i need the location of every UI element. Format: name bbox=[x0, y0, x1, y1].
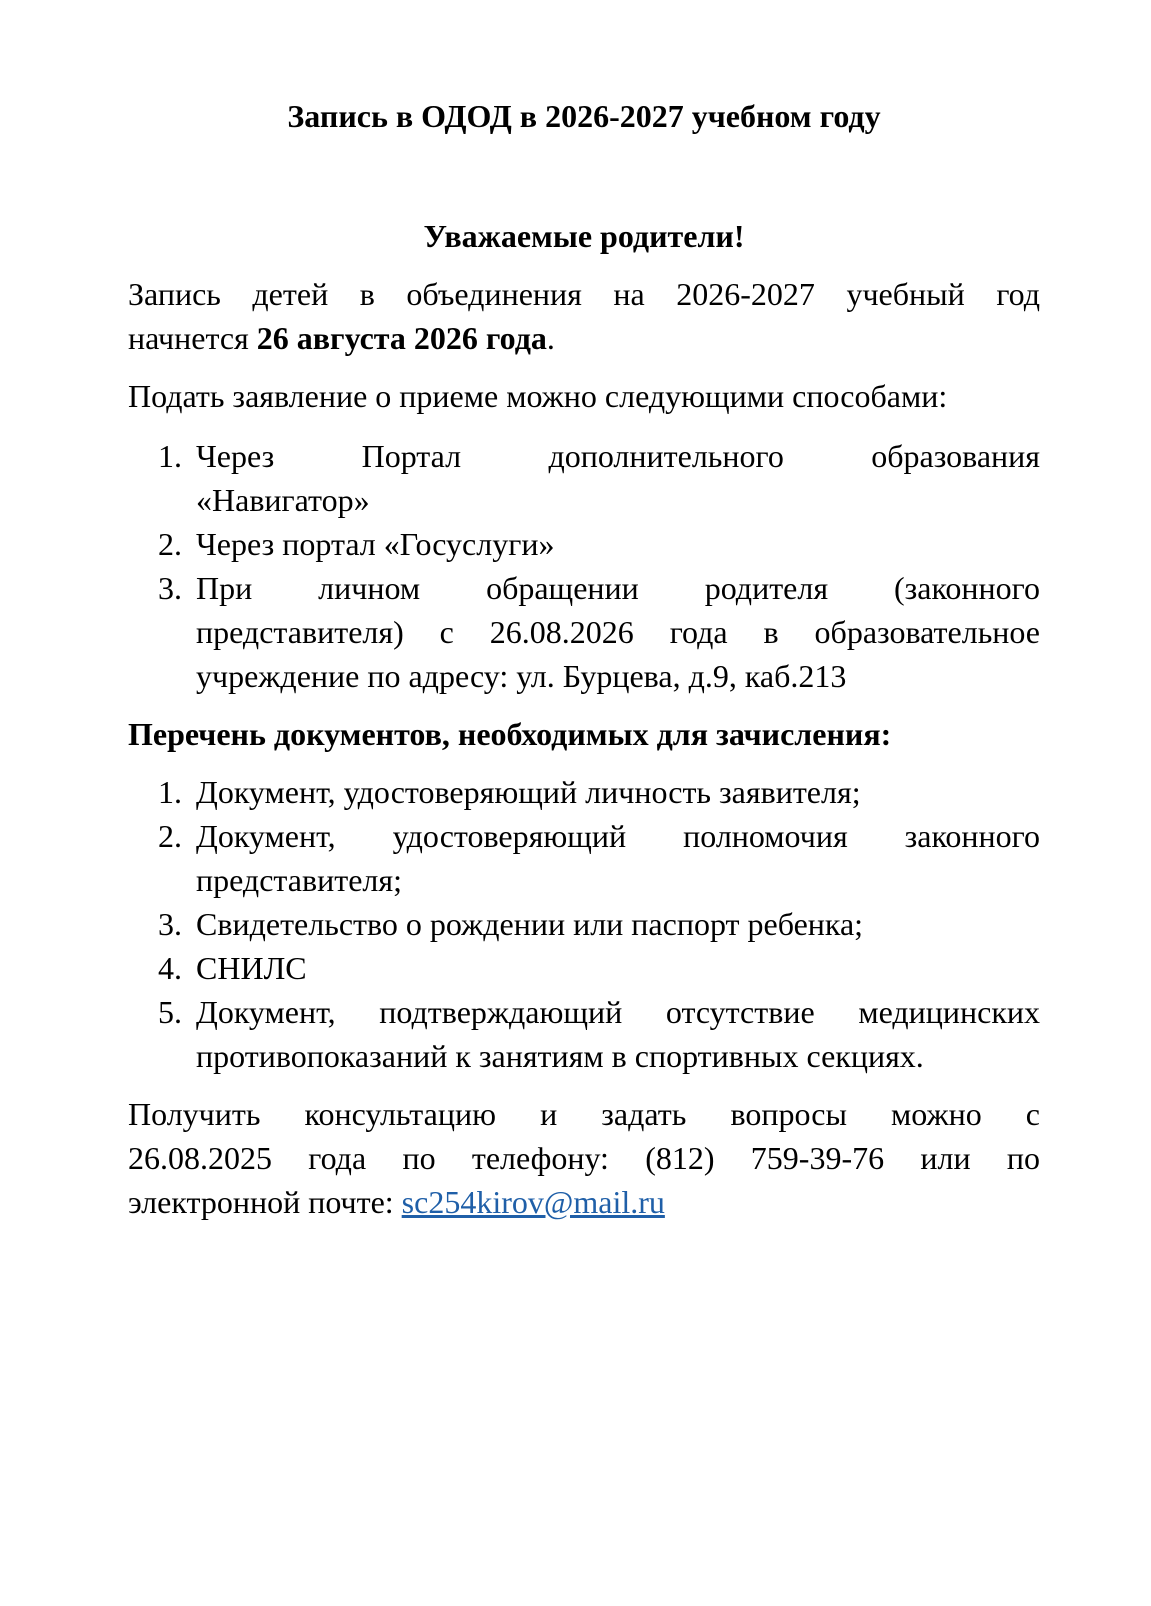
email-link[interactable]: sc254kirov@mail.ru bbox=[401, 1184, 665, 1220]
list-item-line: Документ, подтверждающий отсутствие медицинских bbox=[196, 994, 1040, 1030]
intro-prefix: начнется bbox=[128, 320, 257, 356]
list-item bbox=[158, 814, 1040, 902]
contact-line-1: Получить консультацию и задать вопросы можно с bbox=[128, 1096, 1040, 1132]
intro-suffix: . bbox=[546, 320, 555, 356]
list-item-line: СНИЛС bbox=[196, 950, 307, 986]
ways-intro: Подать заявление о приеме можно следующими способами: bbox=[128, 378, 948, 414]
contact-line-2: 26.08.2025 года по телефону: (812) 759-39-76 или по bbox=[128, 1140, 1040, 1176]
list-number: 3. bbox=[158, 570, 182, 606]
greeting: Уважаемые родители! bbox=[423, 218, 745, 254]
list-item-line: При личном обращении родителя (законного bbox=[196, 570, 1040, 606]
documents-heading: Перечень документов, необходимых для зачисления: bbox=[128, 716, 892, 752]
list-item-line: Через Портал дополнительного образования bbox=[196, 438, 1040, 474]
list-item-line: Свидетельство о рождении или паспорт ребенка; bbox=[196, 906, 864, 942]
list-item-line: представителя; bbox=[196, 862, 402, 898]
list-number: 5. bbox=[158, 994, 182, 1030]
list-item-line: представителя) с 26.08.2026 года в образовательное bbox=[196, 614, 1040, 650]
list-item bbox=[158, 902, 1040, 946]
intro-line-2 bbox=[128, 316, 1040, 360]
list-item-line: Документ, удостоверяющий личность заявителя; bbox=[196, 774, 861, 810]
contact-line-3 bbox=[128, 1180, 1040, 1224]
documents-list bbox=[158, 770, 1040, 1078]
list-item bbox=[158, 566, 1040, 698]
document-title: Запись в ОДОД в 2026-2027 учебном году bbox=[287, 98, 881, 134]
list-item bbox=[158, 946, 1040, 990]
list-item bbox=[158, 434, 1040, 522]
list-item bbox=[158, 522, 1040, 566]
intro-paragraph bbox=[128, 272, 1040, 360]
intro-line-1: Запись детей в объединения на 2026-2027 учебный год bbox=[128, 276, 1040, 312]
list-item-line: Документ, удостоверяющий полномочия законного bbox=[196, 818, 1040, 854]
list-number: 2. bbox=[158, 818, 182, 854]
list-item bbox=[158, 770, 1040, 814]
list-number: 2. bbox=[158, 526, 182, 562]
list-number: 1. bbox=[158, 774, 182, 810]
list-item-line: «Навигатор» bbox=[196, 482, 370, 518]
start-date: 26 августа 2026 года bbox=[256, 320, 547, 356]
email-prefix: электронной почте: bbox=[128, 1184, 402, 1220]
application-ways-list bbox=[158, 434, 1040, 698]
list-item-line: противопоказаний к занятиям в спортивных секциях. bbox=[196, 1038, 924, 1074]
list-number: 3. bbox=[158, 906, 182, 942]
list-number: 1. bbox=[158, 438, 182, 474]
list-item-line: Через портал «Госуслуги» bbox=[196, 526, 555, 562]
list-number: 4. bbox=[158, 950, 182, 986]
list-item bbox=[158, 990, 1040, 1078]
contact-paragraph bbox=[128, 1092, 1040, 1224]
list-item-line: учреждение по адресу: ул. Бурцева, д.9, каб.213 bbox=[196, 658, 847, 694]
